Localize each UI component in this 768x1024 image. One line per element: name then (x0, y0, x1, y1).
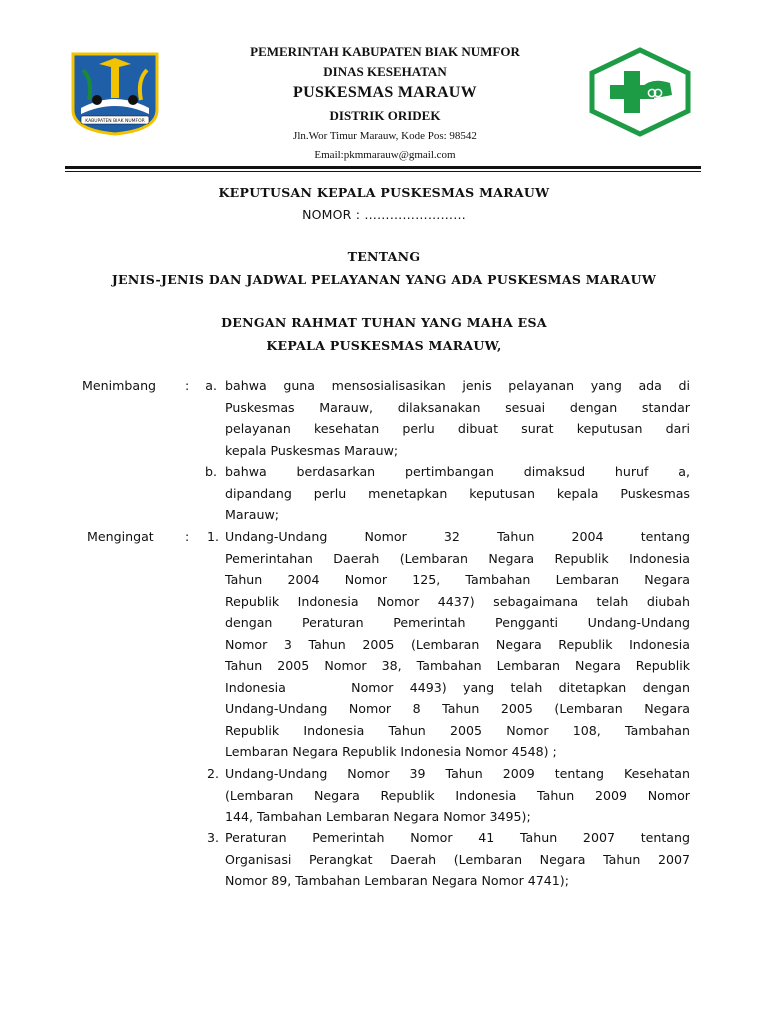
district-name: DISTRIK ORIDEK (329, 108, 441, 123)
menimbang-marker-a: a. (205, 378, 217, 393)
institution-name: PUSKESMAS MARAUW (293, 84, 477, 101)
text-line: Undang-Undang Nomor 8 Tahun 2005 (Lembaran Negara (225, 701, 690, 716)
letterhead-divider-thick (65, 166, 701, 169)
text-line: bahwa guna mensosialisasikan jenis pelayanan yang ada di (225, 378, 690, 393)
puskesmas-logo (588, 47, 692, 137)
mengingat-item-2 (225, 763, 690, 828)
text-line: 144, Tambahan Lembaran Negara Nomor 3495); (225, 809, 531, 824)
crest-ribbon-text: KABUPATEN BIAK NUMFOR (85, 119, 145, 124)
address: Jln.Wor Timur Marauw, Kode Pos: 98542 (293, 130, 477, 142)
head-of-puskesmas: KEPALA PUSKESMAS MARAUW, (266, 338, 502, 353)
mengingat-item-1 (225, 526, 690, 763)
text-line: dengan Peraturan Pemerintah Pengganti Undang-Undang (225, 615, 690, 630)
email: Email:pkmmarauw@gmail.com (314, 149, 456, 161)
menimbang-colon: : (185, 378, 190, 393)
text-line: Republik Indonesia Nomor 4437) sebagaimana telah diubah (225, 593, 690, 609)
text-line: Nomor 89, Tambahan Lembaran Negara Nomor 4741); (225, 873, 569, 888)
text-line: (Lembaran Negara Republik Indonesia Tahun 2009 Nomor (225, 787, 690, 803)
menimbang-label: Menimbang (82, 378, 157, 393)
text-line: Marauw; (225, 507, 280, 522)
government-name: PEMERINTAH KABUPATEN BIAK NUMFOR (250, 44, 520, 59)
tentang-heading: TENTANG (347, 249, 421, 264)
text-line: Nomor 3 Tahun 2005 (Lembaran Negara Republik Indonesia (225, 636, 690, 652)
menimbang-marker-b: b. (205, 464, 217, 479)
blessing-line: DENGAN RAHMAT TUHAN YANG MAHA ESA (221, 315, 547, 330)
decree-subject: JENIS-JENIS DAN JADWAL PELAYANAN YANG ADA PUSKESMAS MARAUW (111, 272, 657, 287)
mengingat-marker-3: 3. (206, 830, 219, 845)
mengingat-marker-2: 2. (206, 766, 219, 781)
text-line: Undang-Undang Nomor 39 Tahun 2009 tentang Kesehatan (225, 766, 690, 781)
text-line: Lembaran Negara Republik Indonesia Nomor 4548) ; (225, 744, 557, 759)
menimbang-item-b (225, 461, 690, 526)
text-line: kepala Puskesmas Marauw; (225, 442, 399, 458)
mengingat-label: Mengingat (87, 529, 154, 544)
text-line: Peraturan Pemerintah Nomor 41 Tahun 2007 tentang (225, 830, 690, 845)
text-line: Undang-Undang Nomor 32 Tahun 2004 tentang (225, 529, 690, 544)
text-line: Tahun 2005 Nomor 38, Tambahan Lembaran Negara Republik (225, 658, 690, 673)
department-name: DINAS KESEHATAN (323, 64, 447, 79)
text-line: bahwa berdasarkan pertimbangan dimaksud huruf a, (225, 464, 690, 479)
text-line: Organisasi Perangkat Daerah (Lembaran Negara Tahun 2007 (225, 851, 690, 867)
text-line: Puskesmas Marauw, dilaksanakan sesuai dengan standar (225, 399, 690, 415)
text-line: Indonesia Nomor 4493) yang telah ditetapkan dengan (225, 679, 690, 695)
text-line: Pemerintahan Daerah (Lembaran Negara Republik Indonesia (225, 550, 690, 566)
letterhead-divider-thin (65, 171, 701, 172)
mengingat-item-3 (225, 827, 690, 892)
decree-number: NOMOR : …………………… (302, 207, 466, 222)
text-line: Tahun 2004 Nomor 125, Tambahan Lembaran Negara (225, 572, 690, 587)
biak-numfor-crest-logo (69, 50, 161, 136)
mengingat-marker-1: 1. (206, 529, 219, 544)
decree-title: KEPUTUSAN KEPALA PUSKESMAS MARAUW (218, 185, 550, 200)
mengingat-colon: : (185, 529, 190, 544)
menimbang-item-a (225, 375, 690, 461)
text-line: pelayanan kesehatan perlu dibuat surat keputusan dari (225, 421, 690, 436)
text-line: Republik Indonesia Tahun 2005 Nomor 108, Tambahan (225, 722, 690, 738)
text-line: dipandang perlu menetapkan keputusan kepala Puskesmas (225, 485, 690, 501)
